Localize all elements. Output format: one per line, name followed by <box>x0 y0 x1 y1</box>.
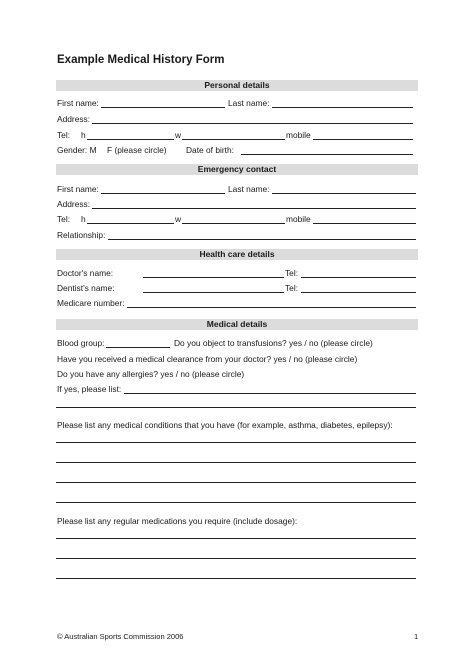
personal-tel-h-field[interactable] <box>87 139 174 140</box>
emergency-last-name-label: Last name: <box>228 184 270 194</box>
footer-copyright: © Australian Sports Commission 2006 <box>57 632 184 641</box>
medicare-number-field[interactable] <box>127 307 416 308</box>
medications-line[interactable] <box>56 578 416 579</box>
doctor-name-field[interactable] <box>143 277 284 278</box>
section-heading-health: Health care details <box>56 249 418 260</box>
section-heading-personal: Personal details <box>56 80 418 91</box>
allergies-question: Do you have any allergies? yes / no (please circle) <box>57 369 245 379</box>
personal-tel-w-field[interactable] <box>182 139 285 140</box>
allergies-list-label: If yes, please list: <box>57 384 122 394</box>
emergency-first-name-label: First name: <box>57 184 99 194</box>
personal-tel-label: Tel: <box>57 130 71 140</box>
conditions-question: Please list any medical conditions that you have (for example, asthma, diabetes, epilepsy): <box>57 420 393 430</box>
dentist-tel-label: Tel: <box>285 283 299 293</box>
medications-question: Please list any regular medications you require (include dosage): <box>57 516 298 526</box>
personal-gender-label: Gender: M <box>57 145 97 155</box>
medications-line[interactable] <box>56 558 416 559</box>
dentist-tel-field[interactable] <box>301 292 416 293</box>
emergency-address-label: Address: <box>57 199 91 209</box>
clearance-question: Have you received a medical clearance from your doctor? yes / no (please circle) <box>57 354 358 364</box>
personal-gender-circle-label: F (please circle) <box>107 145 167 155</box>
emergency-relationship-field[interactable] <box>108 239 416 240</box>
personal-mobile-label: mobile <box>286 130 311 140</box>
dentist-name-label: Dentist's name: <box>57 283 115 293</box>
medications-line[interactable] <box>56 538 416 539</box>
blood-group-field[interactable] <box>106 347 170 348</box>
emergency-first-name-field[interactable] <box>101 193 225 194</box>
allergies-list-line[interactable] <box>56 407 416 408</box>
doctor-tel-field[interactable] <box>301 277 416 278</box>
doctor-tel-label: Tel: <box>285 268 299 278</box>
personal-last-name-label: Last name: <box>228 98 270 108</box>
emergency-tel-h-label: h <box>81 214 86 224</box>
emergency-tel-w-label: w <box>175 214 182 224</box>
emergency-tel-h-field[interactable] <box>87 223 174 224</box>
emergency-last-name-field[interactable] <box>272 193 416 194</box>
emergency-relationship-label: Relationship: <box>57 230 106 240</box>
section-heading-medical: Medical details <box>56 319 418 330</box>
blood-group-label: Blood group: <box>57 338 105 348</box>
personal-address-label: Address: <box>57 114 91 124</box>
conditions-line[interactable] <box>56 482 416 483</box>
medicare-number-label: Medicare number: <box>57 298 125 308</box>
allergies-list-field[interactable] <box>124 393 416 394</box>
emergency-mobile-field[interactable] <box>313 223 416 224</box>
personal-address-field[interactable] <box>92 123 413 124</box>
emergency-address-field[interactable] <box>92 208 416 209</box>
page-number: 1 <box>414 632 419 641</box>
emergency-tel-w-field[interactable] <box>182 223 285 224</box>
personal-mobile-field[interactable] <box>313 139 413 140</box>
personal-last-name-field[interactable] <box>272 107 413 108</box>
personal-dob-label: Date of birth: <box>186 145 234 155</box>
personal-first-name-label: First name: <box>57 98 99 108</box>
conditions-line[interactable] <box>56 442 416 443</box>
personal-tel-w-label: w <box>175 130 182 140</box>
doctor-name-label: Doctor's name: <box>57 268 114 278</box>
form-title: Example Medical History Form <box>57 54 225 66</box>
section-heading-emergency: Emergency contact <box>56 164 418 175</box>
emergency-tel-label: Tel: <box>57 214 71 224</box>
personal-first-name-field[interactable] <box>101 107 225 108</box>
conditions-line[interactable] <box>56 502 416 503</box>
conditions-line[interactable] <box>56 462 416 463</box>
emergency-mobile-label: mobile <box>286 214 311 224</box>
personal-tel-h-label: h <box>81 130 86 140</box>
transfusions-question: Do you object to transfusions? yes / no (please circle) <box>174 338 373 348</box>
personal-dob-field[interactable] <box>241 154 413 155</box>
dentist-name-field[interactable] <box>143 292 284 293</box>
